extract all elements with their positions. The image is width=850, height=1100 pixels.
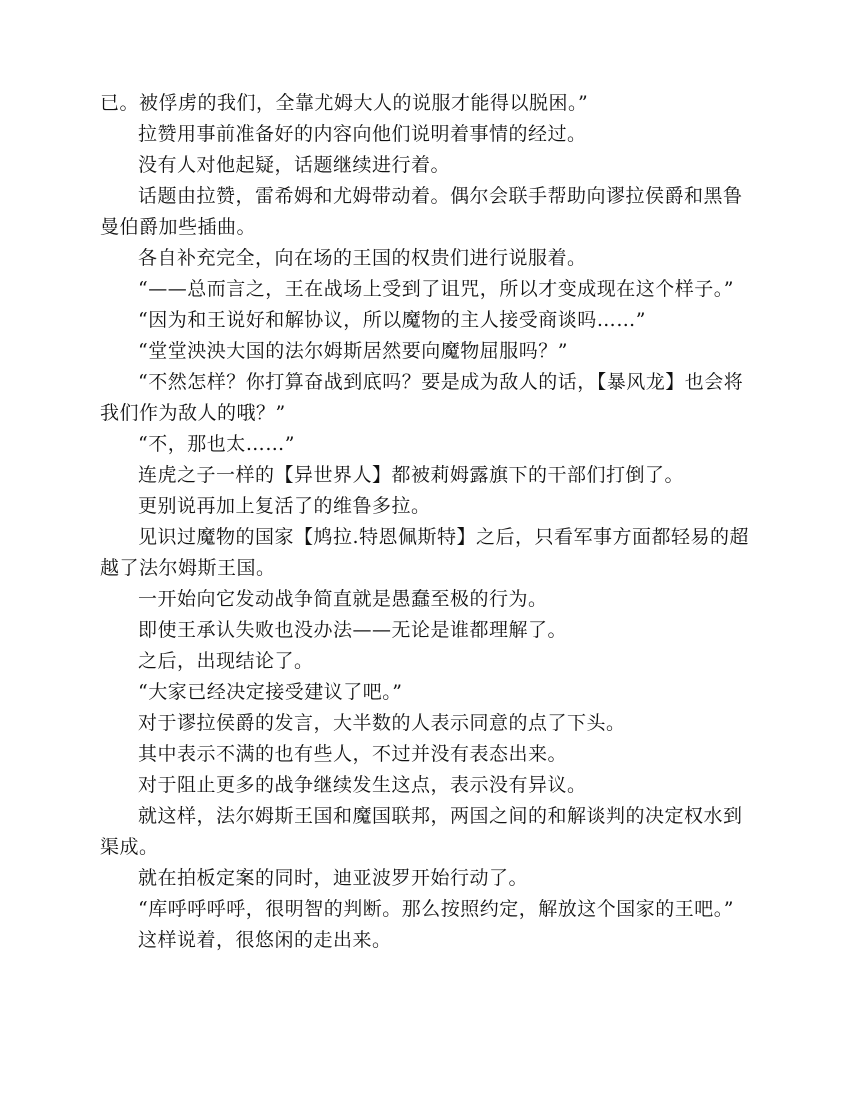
paragraph: 见识过魔物的国家【鸠拉.特恩佩斯特】之后，只看军事方面都轻易的超越了法尔姆斯王国。: [100, 526, 750, 579]
paragraph: “不然怎样？你打算奋战到底吗？要是成为敌人的话，【暴风龙】也会将我们作为敌人的哦？”: [100, 371, 744, 424]
paragraph: 对于谬拉侯爵的发言，大半数的人表示同意的点了下头。: [138, 712, 626, 734]
paragraph: 没有人对他起疑，话题继续进行着。: [138, 154, 451, 176]
paragraph: 就这样，法尔姆斯王国和魔国联邦，两国之间的和解谈判的决定权水到渠成。: [100, 805, 743, 858]
paragraph: “大家已经决定接受建议了吧。”: [138, 681, 403, 703]
paragraph: 就在拍板定案的同时，迪亚波罗开始行动了。: [138, 867, 529, 889]
paragraph: 即使王承认失败也没办法——无论是谁都理解了。: [138, 619, 568, 641]
paragraph: 其中表示不满的也有些人，不过并没有表态出来。: [138, 743, 568, 765]
paragraph: 话题由拉赞，雷希姆和尤姆带动着。偶尔会联手帮助向谬拉侯爵和黑鲁曼伯爵加些插曲。: [100, 185, 743, 238]
paragraph: “因为和王说好和解协议，所以魔物的主人接受商谈吗……”: [138, 309, 646, 331]
paragraph: 更别说再加上复活了的维鲁多拉。: [138, 495, 431, 517]
paragraph: “——总而言之，王在战场上受到了诅咒，所以才变成现在这个样子。”: [138, 278, 734, 300]
paragraph: “堂堂泱泱大国的法尔姆斯居然要向魔物屈服吗？”: [138, 340, 568, 362]
paragraph: 已。被俘虏的我们，全靠尤姆大人的说服才能得以脱困。”: [100, 92, 589, 114]
paragraph: 连虎之子一样的【异世界人】都被莉姆露旗下的干部们打倒了。: [138, 464, 685, 486]
paragraph: 这样说着，很悠闲的走出来。: [138, 929, 392, 951]
paragraph: 一开始向它发动战争简直就是愚蠢至极的行为。: [138, 588, 548, 610]
paragraph: 各自补充完全，向在场的王国的权贵们进行说服着。: [138, 247, 587, 269]
body-text: [100, 88, 760, 956]
paragraph: 拉赞用事前准备好的内容向他们说明着事情的经过。: [138, 123, 587, 145]
paragraph: 对于阻止更多的战争继续发生这点，表示没有异议。: [138, 774, 587, 796]
paragraph: 之后，出现结论了。: [138, 650, 314, 672]
paragraph: “不，那也太……”: [138, 433, 295, 455]
paragraph: “库呼呼呼呼，很明智的判断。那么按照约定，解放这个国家的王吧。”: [138, 898, 734, 920]
